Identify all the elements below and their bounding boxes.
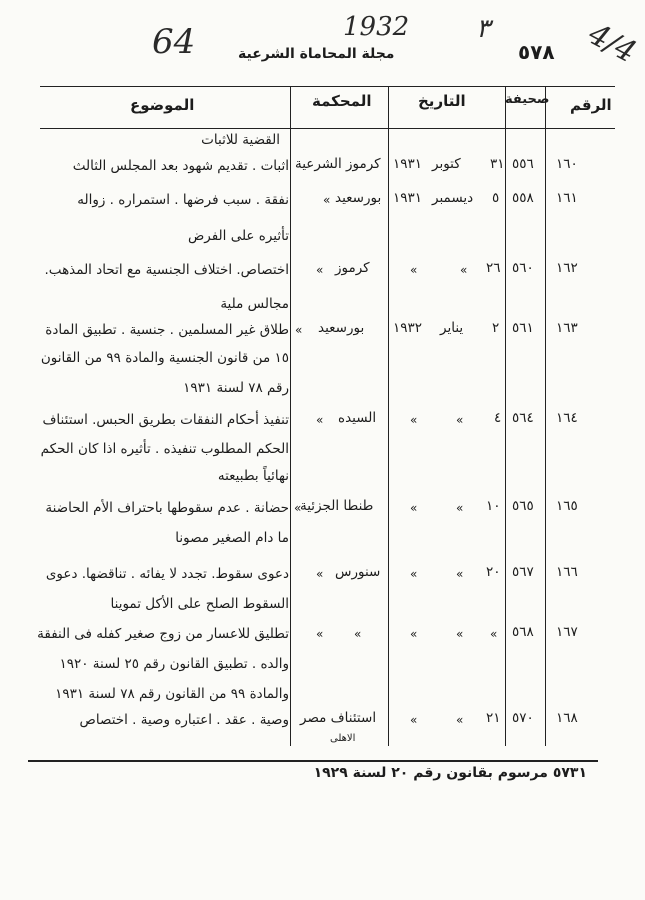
row-year: ١٩٣٢ [393,320,423,336]
row-court: طنطا الجزئية [300,498,374,514]
row-subject-line: رقم ٧٨ لسنة ١٩٣١ [183,380,289,396]
row-subject-line: والده . تطبيق القانون رقم ٢٥ لسنة ١٩٢٠ [59,656,289,672]
handwritten-volume: ٣ [476,14,490,44]
row-subject-line: تطليق للاعسار من زوج صغير كفله فى النفقة [37,626,289,642]
row-page: ٥٦٤ [512,410,534,426]
row-page: ٥٧٠ [512,710,534,726]
row-subject-line: ١٥ من قانون الجنسية والمادة ٩٩ من القانون [40,350,289,366]
ditto-mark: « [410,567,418,581]
row-page: ٥٦٧ [512,564,534,580]
row-month: ديسمبر [432,190,474,206]
row-subject-line: اثبات . تقديم شهود بعد المجلس الثالث [72,158,289,174]
row-court: سنورس [335,564,381,580]
row-court: بورسعيد [318,320,365,336]
table-top-rule [40,86,615,87]
row-subject-line: تأثيره على الفرض [187,228,289,244]
ditto-mark: « [410,501,418,515]
column-header-date: التاريخ [418,92,466,110]
row-subject-line: تنفيذ أحكام النفقات بطريق الحبس. استئناف [42,412,289,428]
row-number: ١٦٠ [556,156,578,172]
ditto-mark: « [316,263,324,277]
row-subject-line: نفقة . سبب فرضها . استمراره . زواله [77,192,289,208]
ditto-mark: « [456,413,464,427]
row-month: يناير [440,320,464,336]
footer-rule [28,760,598,762]
handwritten-year: 1932 [343,12,410,42]
ditto-mark: « [316,413,324,427]
row-year: ١٩٣١ [393,190,423,206]
ditto-mark: « [316,567,324,581]
column-divider-number [545,86,546,746]
row-court-sub: الاهلى [330,733,356,744]
ditto-mark: « [456,501,464,515]
ditto-mark: « [295,323,303,337]
row-number: ١٦٢ [556,260,578,276]
ditto-mark: « [354,627,362,641]
row-number: ١٦٦ [556,564,578,580]
section-title: القضية للاثبات [201,132,280,148]
row-number: ١٦٧ [556,624,578,640]
row-number: ١٦٤ [556,410,578,426]
row-subject-line: والمادة ٩٩ من القانون رقم ٧٨ لسنة ١٩٣١ [55,686,289,702]
ditto-mark: « [460,263,468,277]
ditto-mark: « [410,413,418,427]
row-subject-line: طلاق غير المسلمين . جنسية . تطبيق المادة [45,322,289,338]
ditto-mark: « [410,627,418,641]
row-day: ٥ [492,190,500,206]
row-day: ٣١ [490,156,505,172]
column-divider-page [505,86,506,746]
footer-entry: ٥٧٣١ مرسوم بقانون رقم ٢٠ لسنة ١٩٢٩ [313,765,587,781]
row-page: ٥٥٨ [512,190,534,206]
column-header-number: الرقم [570,96,612,114]
row-subject-line: ما دام الصغير مصونا [175,530,289,546]
row-subject-line: نهائياً بطبيعته [217,468,289,484]
row-court: بورسعيد [335,190,382,206]
table-header-rule [40,128,615,129]
journal-title: مجلة المحاماة الشرعية [238,46,395,62]
column-divider-date [388,86,389,746]
row-subject-line: اختصاص. اختلاف الجنسية مع اتحاد المذهب. [44,262,289,278]
row-page: ٥٦٠ [512,260,534,276]
row-subject-line: وصية . عقد . اعتباره وصية . اختصاص [79,712,289,728]
row-court: استئناف مصر [300,710,377,726]
ditto-mark: « [316,627,324,641]
row-subject-line: دعوى سقوط. تجدد لا يفائه . تناقضها. دعوى [45,566,289,582]
ditto-mark: « [410,263,418,277]
column-header-page: صحيفة [505,92,550,107]
row-number: ١٦٣ [556,320,578,336]
row-subject-line: الحكم المطلوب تنفيذه . تأثيره اذا كان الحكم [40,441,289,457]
ditto-mark: « [490,627,498,641]
row-court: كرموز الشرعية [295,156,381,172]
row-day: ٤ [494,410,502,426]
row-number: ١٦١ [556,190,578,206]
page-number: ٥٧٨ [518,40,555,64]
column-header-court: المحكمة [312,92,372,110]
row-year: ١٩٣١ [393,156,423,172]
row-day: ٢٦ [486,260,501,276]
row-court: السيده [338,410,377,426]
row-month: كتوبر [432,156,461,172]
handwritten-fraction: 4/4 [582,16,642,71]
row-number: ١٦٨ [556,710,578,726]
row-day: ٢١ [486,710,501,726]
row-page: ٥٦٨ [512,624,534,640]
ditto-mark: « [456,567,464,581]
row-number: ١٦٥ [556,498,578,514]
ditto-mark: « [294,501,302,515]
row-day: ١٠ [486,498,501,514]
row-subject-line: حضانة . عدم سقوطها باحتراف الأم الحاضنة [45,500,289,516]
row-page: ٥٦١ [512,320,534,336]
column-divider-court [290,86,291,746]
ditto-mark: « [456,627,464,641]
ditto-mark: « [323,193,331,207]
row-page: ٥٥٦ [512,156,534,172]
row-day: ٢ [492,320,500,336]
row-subject-line: مجالس ملية [220,296,289,312]
ditto-mark: « [456,713,464,727]
ditto-mark: « [410,713,418,727]
row-page: ٥٦٥ [512,498,534,514]
handwritten-ref-number: 64 [152,22,196,62]
column-header-subject: الموضوع [130,96,195,114]
row-day: ٢٠ [486,564,501,580]
row-subject-line: السقوط الصلح على الأكل تموينا [110,596,289,612]
row-court: كرموز [335,260,370,276]
